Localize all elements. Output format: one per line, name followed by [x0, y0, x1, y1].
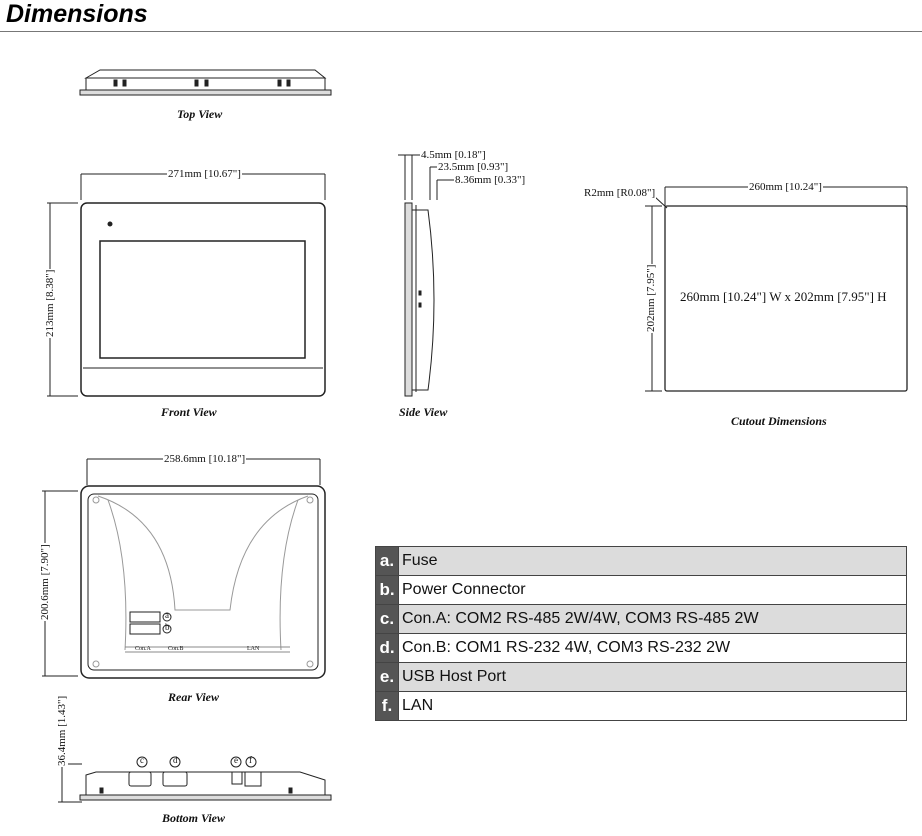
bottom-height-dimension: 36.4mm [1.43"]: [56, 695, 68, 766]
legend-row: [376, 634, 907, 663]
legend-text: Power Connector: [399, 576, 907, 605]
legend-text: USB Host Port: [399, 663, 907, 692]
top-view-drawing: [80, 70, 331, 95]
rear-width-dimension: 258.6mm [10.18"]: [164, 453, 246, 465]
rear-view-label: Rear View: [168, 690, 220, 704]
bottom-callout-d: d: [173, 755, 178, 765]
legend-row: [376, 605, 907, 634]
bottom-callout-c: c: [140, 755, 144, 765]
cutout-radius: R2mm [R0.08"]: [584, 187, 656, 199]
cutout-height-dimension: 202mm [7.95"]: [645, 264, 657, 332]
legend-text: Fuse: [399, 547, 907, 576]
side-depth-2: 23.5mm [0.93"]: [438, 161, 509, 173]
side-depth-1: 4.5mm [0.18"]: [421, 149, 486, 161]
rear-con-a-label: Con.A: [135, 646, 151, 652]
rear-height-dimension: 200.6mm [7.90"]: [39, 544, 51, 620]
rear-lan-label: LAN: [247, 646, 260, 652]
front-width-dimension: 271mm [10.67"]: [168, 168, 241, 180]
legend-row: [376, 576, 907, 605]
front-view-label: Front View: [161, 405, 217, 419]
rear-callout-a: a: [165, 610, 169, 620]
bottom-callout-f: f: [249, 755, 252, 765]
legend-text: Con.A: COM2 RS-485 2W/4W, COM3 RS-485 2W: [399, 605, 907, 634]
legend-key: d.: [376, 634, 399, 663]
front-height-dimension: 213mm [8.38"]: [44, 269, 56, 337]
legend-key: a.: [376, 547, 399, 576]
legend-key: f.: [376, 692, 399, 721]
rear-callout-b: b: [165, 622, 170, 632]
bottom-view-drawing: [58, 697, 331, 802]
legend-key: e.: [376, 663, 399, 692]
rear-con-b-label: Con.B: [168, 646, 184, 652]
legend-key: b.: [376, 576, 399, 605]
cutout-width-dimension: 260mm [10.24"]: [749, 181, 822, 193]
legend-table: [375, 546, 907, 721]
cutout-view-label: Cutout Dimensions: [731, 414, 827, 428]
side-depth-3: 8.36mm [0.33"]: [455, 174, 526, 186]
legend-key: c.: [376, 605, 399, 634]
legend-row: [376, 547, 907, 576]
legend-text: LAN: [399, 692, 907, 721]
bottom-callout-e: e: [234, 755, 238, 765]
legend-row: [376, 692, 907, 721]
front-view-drawing: [47, 174, 325, 396]
legend-text: Con.B: COM1 RS-232 4W, COM3 RS-232 2W: [399, 634, 907, 663]
side-view-label: Side View: [399, 405, 448, 419]
cutout-size-label: 260mm [10.24"] W x 202mm [7.95"] H: [680, 289, 887, 304]
top-view-label: Top View: [177, 107, 223, 121]
bottom-view-label: Bottom View: [162, 811, 226, 825]
legend-row: [376, 663, 907, 692]
side-view-drawing: [398, 155, 455, 396]
page-title: Dimensions: [6, 0, 148, 28]
